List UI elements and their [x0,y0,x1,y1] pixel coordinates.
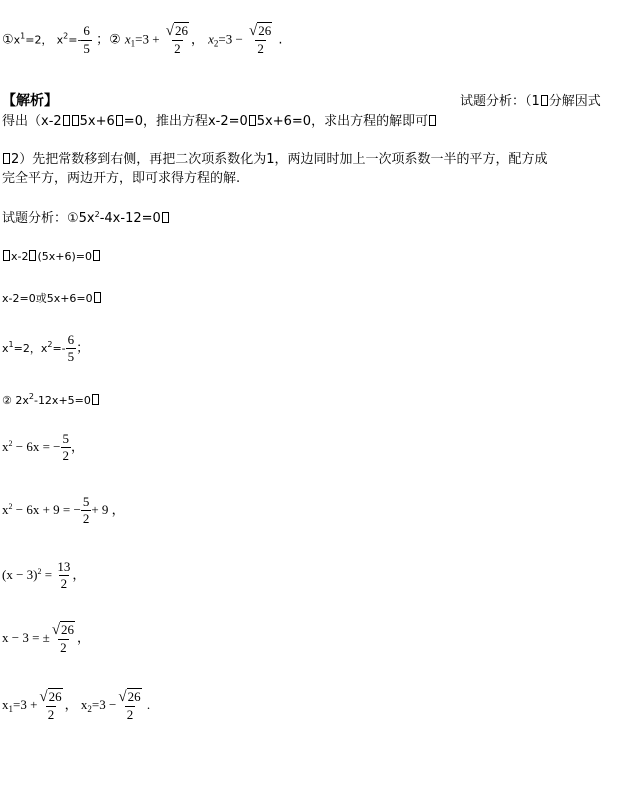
step-roots-a: =2，x [13,341,48,355]
eq2-sup: 2 [8,501,13,511]
missing-glyph-box [72,115,79,126]
eq4-c: ， [77,630,91,646]
eq5-radicand-1: 26 [48,689,62,704]
eq5-den-1: 2 [47,707,55,722]
eq3-b: = [41,566,56,582]
fraction-numerator: 6 [83,23,90,39]
analysis-right-label-text: 试题分析：（1 [460,94,540,109]
missing-glyph-box [116,115,123,126]
eq4-radicand: 26 [61,622,75,637]
eq3-fraction [55,560,72,592]
fraction-denominator: 5 [83,40,90,56]
analysis-line-2-a: 得出（x-2 [2,114,62,129]
eq5-x1: x [2,697,9,713]
eq4-den: 2 [60,640,67,655]
eq-step-3 [2,560,85,592]
x2-equals: =- [68,33,82,47]
missing-glyph-box [93,250,100,261]
solution-sup: 2 [94,210,100,219]
answer-comma: ， [190,32,204,48]
eq-step-5 [2,690,150,722]
analysis-line-2-b: 5x+6 [79,114,115,129]
eq-step-2 [2,495,125,527]
missing-glyph-box [249,115,256,126]
analysis-line-2-d: 5x+6=0，求出方程的解即可 [256,114,429,129]
missing-glyph-box [541,95,548,106]
analysis-line-2 [2,110,437,129]
part2-label [2,392,100,407]
step-factored-a: x-2 [11,250,29,263]
step-roots-fraction [66,333,77,365]
root1-fraction [164,24,191,56]
part2-sup: 2 [28,392,34,401]
eq4-radical [50,623,77,639]
x2-subscript: 2 [63,31,69,41]
missing-glyph-box [94,292,101,303]
sqrt-icon: √ [39,689,48,705]
step-roots-sub2: 2 [47,339,53,349]
eq2-a: x [2,501,9,517]
root2-radical [247,24,274,40]
sqrt-icon: √ [118,689,127,705]
eq5-sub1: 1 [8,704,13,715]
eq1-den: 2 [62,448,69,464]
solution-label-a: 试题分析：①5x [2,211,95,226]
missing-glyph-box [29,250,36,261]
eq3-c: ， [72,566,86,582]
eq5-a: =3 + [13,697,38,713]
eq5-x2: x [80,697,88,713]
x2-symbol: x [56,33,64,47]
x1-subscript: 1 [20,31,26,41]
root1-radical [164,24,191,40]
analysis-line-2-c: =0，推出方程x-2=0 [123,114,248,129]
part2-label-a: ② 2x [2,394,29,407]
step-split [2,290,102,306]
eq5-radical-1 [37,690,64,706]
eq1-fraction [61,432,72,464]
root1-denominator: 2 [174,41,181,56]
eq5-c: =3 − [91,697,117,713]
eq3-sup: 2 [37,566,42,576]
eq3-num: 13 [57,559,71,574]
missing-glyph-box [3,250,10,261]
step-factored [2,250,101,263]
circle-one: ① [2,32,14,48]
answer-line [2,24,282,56]
eq-step-1 [2,432,84,464]
eq2-fraction [81,495,92,527]
root2-equals: =3 − [218,31,243,47]
step-factored-b: (5x+6)=0 [37,250,93,263]
eq1-b: − 6x = − [12,438,61,454]
step-roots-num: 6 [67,332,75,347]
eq2-b: − 6x + 9 = − [12,501,81,517]
root2-radicand: 26 [258,23,272,38]
root1-radicand: 26 [174,23,188,38]
answer-period: . [278,32,283,48]
analysis-right-label [460,90,601,109]
eq3-a: (x − 3) [2,566,38,582]
root1-x: x [124,31,131,47]
sqrt-icon: √ [248,23,258,39]
solution-label [2,207,170,226]
analysis-header: 【解析】 [2,93,58,109]
eq5-fraction-2 [116,690,143,722]
x1-symbol: x [13,33,21,47]
eq2-den: 2 [82,511,90,527]
solution-label-b: -4x-12=0 [99,211,161,226]
semicolon: ； [96,32,110,48]
missing-glyph-box [63,115,70,126]
root1-equals: =3 + [135,31,160,47]
eq5-radicand-2: 26 [127,689,141,704]
analysis-right-label-text-2: 分解因式 [548,94,601,109]
step-roots-den: 5 [67,349,75,365]
eq2-c: + 9 ， [91,501,125,517]
analysis-line-4: 完全平方，两边开方，即可求得方程的解. [2,171,241,186]
x1-value: =2， [25,33,53,47]
eq1-sup: 2 [8,438,13,448]
analysis-line-3-text: 2）先把常数移到右侧，再把二次项系数化为1，两边同时加上一次项系数一半的平方，配方成 [11,152,548,167]
root2-denominator: 2 [257,41,264,56]
part2-label-b: -12x+5=0 [33,394,91,407]
sqrt-icon: √ [165,23,174,39]
step-roots-sub1: 1 [8,339,14,349]
eq5-fraction-1 [37,690,64,722]
eq3-den: 2 [60,576,68,592]
missing-glyph-box [429,115,436,126]
eq-step-4 [2,623,90,655]
eq4-a: x − 3 = ± [2,630,50,646]
missing-glyph-box [92,394,99,405]
root2-fraction [247,24,274,56]
missing-glyph-box [162,212,169,223]
eq1-c: ， [71,438,85,454]
step-split-text: x-2=0或5x+6=0 [2,292,93,305]
sqrt-icon: √ [51,622,61,638]
eq4-fraction [50,623,77,655]
eq1-num: 5 [62,431,69,446]
eq5-sub2: 2 [87,704,92,715]
analysis-line-3 [2,148,548,167]
root2-x: x [208,31,214,47]
missing-glyph-box [3,153,10,164]
eq5-d: . [146,697,151,713]
eq2-num: 5 [82,494,90,509]
step-roots-c: ； [76,340,90,356]
eq5-radical-2 [116,690,143,706]
root1-subscript: 1 [130,38,136,49]
step-roots [2,333,89,365]
eq1-a: x [2,438,9,454]
step-roots-x1: x [2,341,9,355]
eq5-den-2: 2 [126,707,134,722]
root2-subscript: 2 [213,38,219,49]
eq5-b: ， [64,697,78,713]
step-roots-b: =- [52,341,66,355]
fraction-six-fifths [81,24,92,56]
circle-two: ② [109,32,121,48]
